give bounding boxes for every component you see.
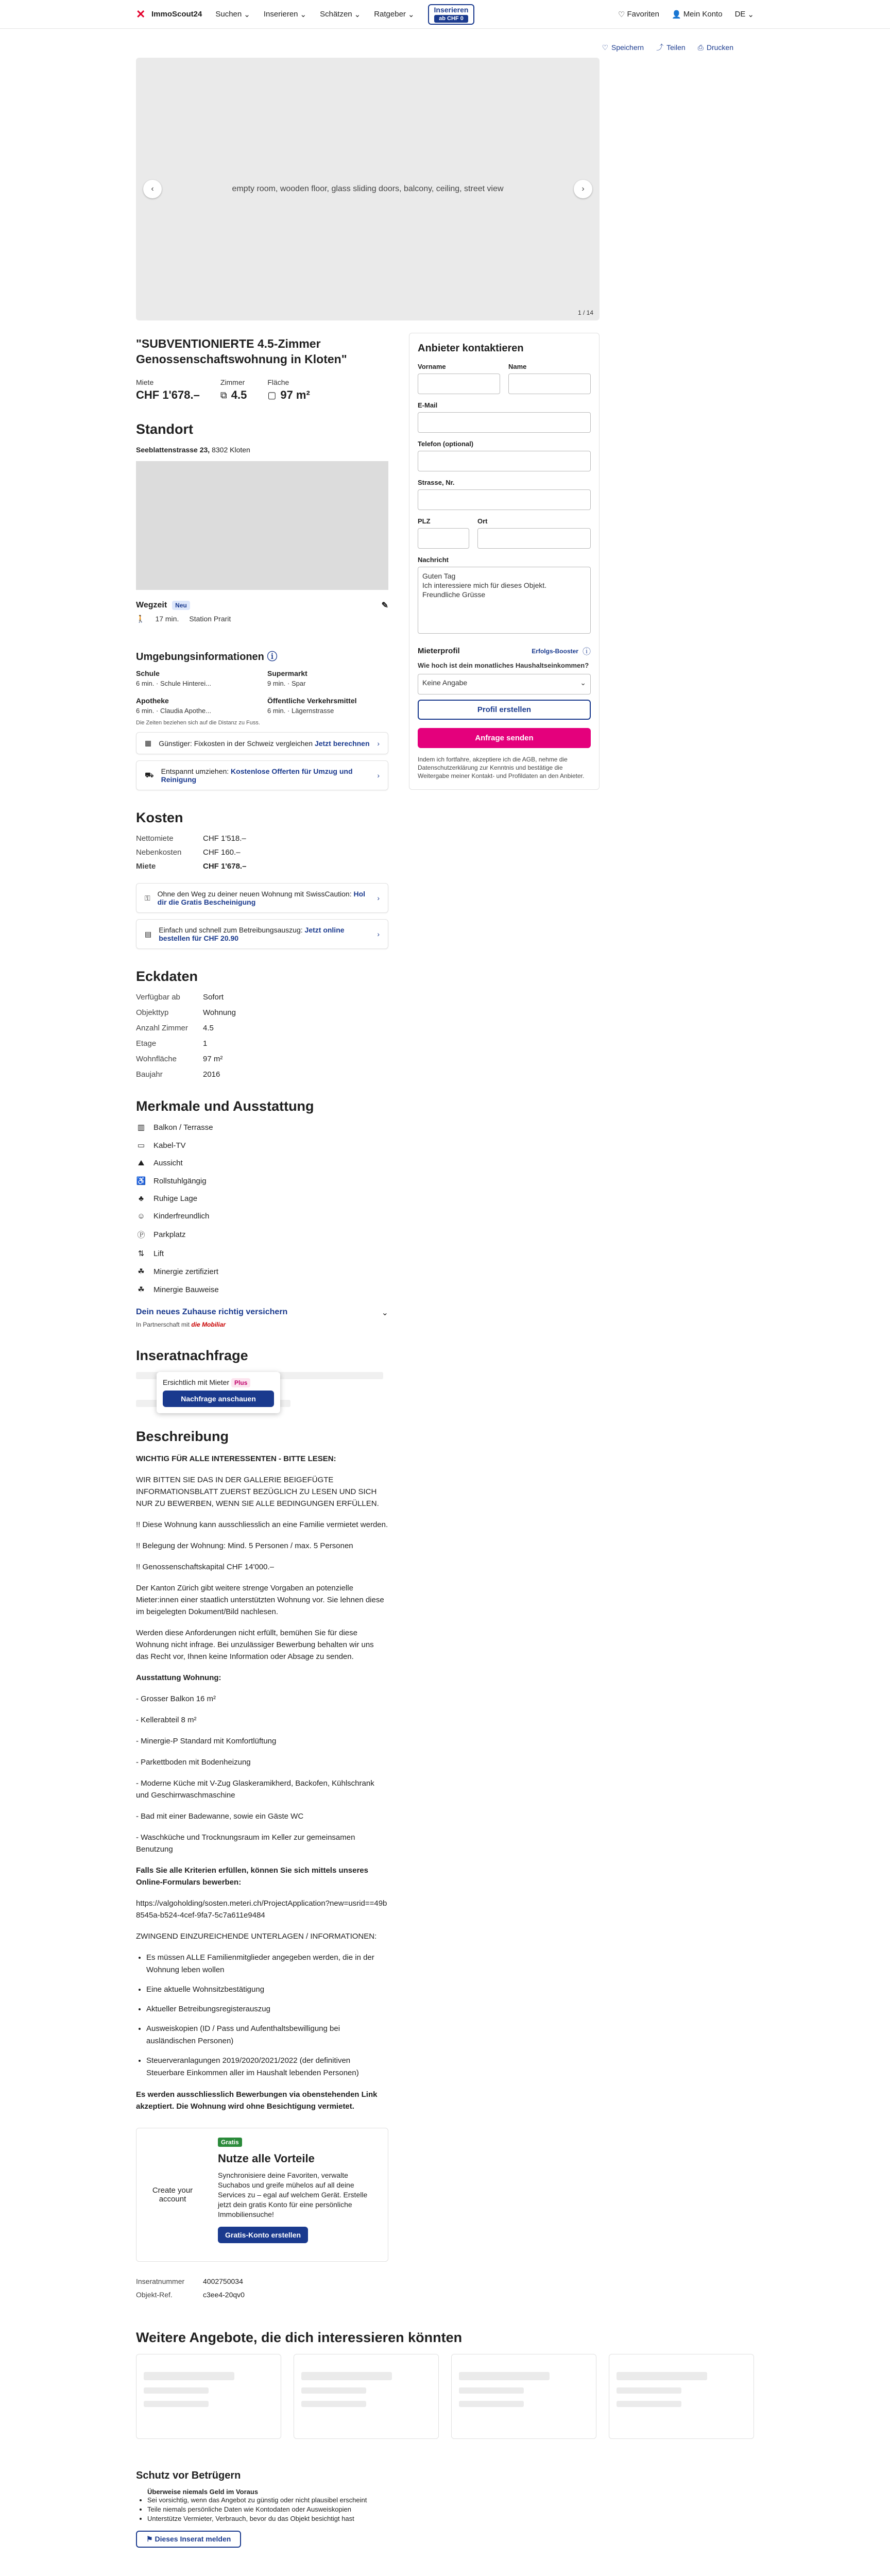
feature-item: ♿ Rollstuhlgängig (136, 1176, 207, 1185)
similar-offers (136, 2354, 754, 2439)
fraud-list: • Sei vorsichtig, wenn das Angebot zu günstig oder nicht plausibel erscheint • Teile niemals persönliche Daten wie Kontodaten oder Ausweiskopien • Unterstütze Vermieter, Verbrauch, bevor du das Objekt besichtigt hast (147, 2496, 754, 2523)
listing-actions (136, 29, 754, 58)
info-icon[interactable]: ⓘ (267, 651, 278, 663)
leaf-icon: ☘ (138, 1267, 145, 1276)
parking-icon: Ⓟ (137, 1231, 145, 1240)
moving-link[interactable]: Kostenlose Offerten für Umzug und Reinigung (161, 767, 353, 784)
walk-icon: 🚶 (136, 615, 145, 623)
language-select[interactable]: DE ⌄ (734, 10, 754, 19)
image-gallery[interactable] (136, 58, 600, 320)
chevron-right-icon: › (377, 771, 380, 779)
nav-inserieren[interactable]: Inserieren ⌄ (263, 10, 307, 19)
fraud-lead: Überweise niemals Geld im Voraus (147, 2488, 259, 2496)
wegzeit-row: 🚶 17 min. Station Prarit (136, 615, 231, 623)
section-beschreibung: Beschreibung (136, 1429, 229, 1444)
truck-icon: ⛟ (145, 770, 154, 779)
benefits-card (136, 2128, 388, 2262)
lastname-field[interactable] (508, 374, 591, 394)
contact-form: Anbieter kontaktieren Vorname Name E-Mail Telefon (optional) Strasse, Nr. PLZ Ort Nachricht Guten Tag Ich interessiere mich für dieses Objekt. Freundliche Grüsse Mieterprofil Erfolgs-Booster ⓘ Wie hoch ist dein monatliches Haushaltseinkommen? Keine Angabe ⌄ Profil erstellen Anfrage senden Indem ich fortfahre, akzeptiere ich die AGB, nehme die Datenschutzerklärung zur Kenntnis und bestätige die Weitergabe meiner Kontakt- und Profildaten an den Anbieter. (409, 333, 600, 790)
benefits-left: Create your account (152, 2186, 193, 2204)
listing-title: "SUBVENTIONIERTE 4.5-Zimmer Genossenschaftswohnung in Kloten" (136, 337, 347, 366)
offer-card[interactable] (136, 2354, 281, 2439)
main-column (136, 333, 388, 2299)
flag-icon: ⚑ (146, 2535, 153, 2543)
benefits-text: Synchronisiere deine Favoriten, verwalte Suchabos und greife mühelos auf all deine Services zu – egal auf welchem Gerät. Erstelle jetzt dein gratis Konto für eine persönliche Immobiliensuche! (218, 2171, 368, 2218)
firstname-field[interactable] (418, 374, 500, 394)
report-listing-button[interactable]: ⚑ Dieses Inserat melden (136, 2531, 241, 2548)
key-icon: ⚿ (145, 893, 150, 902)
logo-icon: ✕ (136, 7, 146, 21)
save-button[interactable]: ♡ Speichern (602, 43, 644, 52)
section-kosten: Kosten (136, 810, 183, 825)
email-field[interactable] (418, 412, 591, 433)
eckdaten-table: Verfügbar ab Sofort Objekttyp Wohnung Anzahl Zimmer 4.5 Etage 1 Wohnfläche 97 m² Baujahr 2016 (136, 993, 236, 1079)
fixkosten-card[interactable]: ▦ Günstiger: Fixkosten in der Schweiz vergleichen Jetzt berechnen › (136, 732, 388, 754)
income-select[interactable]: Keine Angabe ⌄ (418, 674, 591, 694)
section-eckdaten: Eckdaten (136, 969, 198, 984)
feature-item: ▥ Balkon / Terrasse (136, 1123, 388, 1132)
location-map[interactable] (136, 461, 388, 590)
printer-icon: ⎙ (697, 43, 704, 52)
demand-popup (157, 1372, 280, 1413)
nav-schaetzen[interactable]: Schätzen ⌄ (320, 10, 361, 19)
feature-item: ⇅ Lift (136, 1249, 388, 1258)
insert-price-badge: ab CHF 0 (434, 15, 469, 23)
print-button[interactable]: ⎙ Drucken (697, 43, 733, 52)
income-question: Wie hoch ist dein monatliches Haushaltseinkommen? (418, 662, 589, 669)
plus-badge: Plus (231, 1378, 250, 1387)
view-icon: ⛰ (138, 1159, 145, 1167)
demand-popup-text: Ersichtlich mit Mieter Plus (163, 1378, 274, 1386)
insurance-partner: In Partnerschaft mit die Mobiliar (136, 1321, 226, 1328)
section-nachfrage: Inseratnachfrage (136, 1348, 248, 1363)
feature-item: ♣ Ruhige Lage (136, 1194, 388, 1203)
contact-legal: Indem ich fortfahre, akzeptiere ich die AGB, nehme die Datenschutzerklärung zur Kenntnis und bestätige die Weitergabe meiner Kontakt- und Profildaten an den Anbieter. (418, 756, 585, 779)
costs-table: Nettomiete CHF 1'518.– Nebenkosten CHF 160.– Miete CHF 1'678.– (136, 834, 247, 871)
swisscaution-link[interactable]: Hol dir die Gratis Bescheinigung (157, 890, 366, 906)
area-icon: ▢ (267, 389, 277, 400)
account-link[interactable]: 👤 Mein Konto (672, 10, 723, 19)
door-icon: ⧉ (220, 389, 227, 400)
environment-grid (136, 669, 388, 715)
env-item: Supermarkt 9 min. · Spar (267, 669, 307, 687)
offer-card[interactable] (294, 2354, 439, 2439)
share-button[interactable]: ⤴ Teilen (656, 43, 686, 52)
address: Seeblattenstrasse 23, 8302 Kloten (136, 446, 250, 454)
street-field[interactable] (418, 489, 591, 510)
betreibung-card[interactable]: ▤ Einfach und schnell zum Betreibungsauszug: Jetzt online bestellen für CHF 20.90 › (136, 919, 388, 949)
chevron-down-icon: ⌄ (300, 10, 307, 19)
offer-card[interactable] (451, 2354, 596, 2439)
env-item: Öffentliche Verkehrsmittel 6 min. · Lägernstrasse (267, 697, 357, 715)
calculator-icon: ▦ (145, 739, 152, 747)
city-field[interactable] (477, 528, 591, 549)
create-profile-button[interactable]: Profil erstellen (418, 700, 591, 720)
chevron-left-icon[interactable]: ‹ (143, 180, 162, 198)
feature-item: ☘ Minergie Bauweise (136, 1285, 388, 1294)
mobiliar-logo: die Mobiliar (191, 1321, 226, 1328)
moving-card[interactable]: ⛟ Entspannt umziehen: Kostenlose Offerten für Umzug und Reinigung › (136, 760, 388, 790)
chevron-down-icon[interactable]: ⌄ (381, 1309, 388, 1317)
feature-item: ☺ Kinderfreundlich (136, 1212, 388, 1221)
phone-field[interactable] (418, 451, 591, 471)
section-merkmale: Merkmale und Ausstattung (136, 1098, 314, 1114)
tv-icon: ▭ (137, 1141, 145, 1150)
betreibung-link[interactable]: Jetzt online bestellen für CHF 20.90 (159, 926, 345, 942)
fixkosten-link[interactable]: Jetzt berechnen (314, 739, 370, 748)
heart-icon: ♡ (618, 10, 625, 19)
section-schutz: Schutz vor Betrügern (136, 2470, 241, 2481)
requirements-list: • Es müssen ALLE Familienmitglieder angegeben werden, die in der Wohnung leben wollen • Eine aktuelle Wohnsitzbestätigung • Aktueller Betreibungsregisterauszug • Ausweiskopien (ID / Pass und Aufenthaltsbewilligung bei ausländischen Personen) • Steuerveranlagungen 2019/2020/2021/2022 (der definitiven Steuerbare Einkommen aller im Haushalt lebenden Personen) (146, 1952, 388, 2079)
listing-ids: Inseratnummer 4002750034 Objekt-Ref. c3ee4-20qv0 (136, 2277, 245, 2299)
benefits-title: Nutze alle Vorteile (218, 2152, 315, 2165)
umgebung-heading: Umgebungsinformationen ⓘ (136, 651, 278, 663)
feature-item: ⛰ Aussicht (136, 1159, 388, 1167)
demand-area (136, 1372, 388, 1418)
section-weitere: Weitere Angebote, die dich interessieren könnten (136, 2330, 463, 2345)
feature-item: Ⓟ Parkplatz (136, 1229, 388, 1240)
fact-rent: Miete CHF 1'678.– (136, 378, 200, 401)
feature-item: ▭ Kabel-TV (136, 1141, 388, 1150)
share-icon: ⤴ (656, 43, 664, 52)
heart-icon: ♡ (602, 43, 609, 52)
insert-button[interactable]: Inserieren ab CHF 0 (428, 4, 475, 25)
demand-button[interactable]: Nachfrage anschauen (163, 1391, 274, 1407)
chevron-down-icon: ⌄ (354, 10, 361, 19)
lift-icon: ⇅ (138, 1249, 145, 1258)
tenant-profile-header: Mieterprofil Erfolgs-Booster ⓘ (418, 645, 591, 657)
document-icon: ▤ (145, 929, 152, 938)
top-header (0, 0, 890, 29)
favorites-link[interactable]: ♡ Favoriten (618, 10, 659, 19)
chevron-down-icon: ⌄ (747, 10, 754, 19)
description: WICHTIG FÜR ALLE INTERESSENTEN - BITTE LESEN: WIR BITTEN SIE DAS IN DER GALLERIE BEIGEFÜGTE INFORMATIONSBLATT ZUERST BEZÜGLICH ZU LESEN UND SICH NUR ZU BEWERBEN, WENN SIE ALLE BEDINGUNGEN ERFÜLLEN. !! Diese Wohnung kann ausschliesslich an eine Familie vermietet werden. !! Belegung der Wohnung: Mind. 5 Personen / max. 5 Personen !! Genossenschaftskapital CHF 14'000.– Der Kanton Zürich gibt weitere strenge Vorgaben an potenzielle Mieter:innen einer staatlich unterstützten Wohnung vor. Sie lehnen diese im beigelegten Dokument/Bild nachlesen. Werden diese Anforderungen nicht erfüllt, bemühen Sie für diese Wohnung nicht infrage. Bei unzulässiger Bewerbung behalten wir uns das Recht vor, Ihnen keine Information oder Absage zu senden. Ausstattung Wohnung: - Grosser Balkon 16 m² - Kellerabteil 8 m² - Minergie-P Standard mit Komfortlüftung - Parkettboden mit Bodenheizung - Moderne Küche mit V-Zug Glaskeramikherd, Backofen, Kühlschrank und Geschirrwaschmaschine - Bad mit einer Badewanne, sowie ein Gäste WC - Waschküche und Trocknungsraum im Keller zur gemeinsamen Benutzung Falls Sie alle Kriterien erfüllen, können Sie sich mittels unseres Online-Formulars bewerben: https://valgoholding/sosten.meteri.ch/ProjectApplication?new=usrid==49b8545a-b524-4cef-9fa7-5c7a611e9484 ZWINGEND EINZUREICHENDE UNTERLAGEN / INFORMATIONEN: • Es müssen ALLE Familienmitglieder angegeben werden, die in der Wohnung leben wollen • Eine aktuelle Wohnsitzbestätigung • Aktueller Betreibungsregisterauszug • Ausweiskopien (ID / Pass und Aufenthaltsbewilligung bei ausländischen Personen) • Steuerveranlagungen 2019/2020/2021/2022 (der definitiven Steuerbare Einkommen aller im Haushalt lebenden Personen) Es werden ausschliesslich Bewerbungen via obenstehenden Link akzeptiert. Die Wohnung wird ohne Besichtigung vermietet. (136, 1453, 388, 2112)
send-request-button[interactable]: Anfrage senden (418, 728, 591, 748)
logo-text: ImmoScout24 (151, 10, 202, 19)
new-badge: Neu (172, 601, 190, 610)
application-link[interactable]: https://valgoholding/sosten.meteri.ch/ProjectApplication?new=usrid==49b8545a-b524-4cef-9fa7-5c7a611e9484 (136, 1899, 387, 1920)
offer-card[interactable] (609, 2354, 754, 2439)
chevron-right-icon[interactable]: › (574, 180, 592, 198)
sidebar (409, 333, 600, 2299)
create-account-button[interactable]: Gratis-Konto erstellen (218, 2227, 308, 2243)
tree-icon: ♣ (139, 1194, 144, 1203)
insurance-row[interactable] (136, 1308, 388, 1318)
env-item: Apotheke 6 min. · Claudia Apothe... (136, 697, 211, 715)
chevron-right-icon: › (377, 930, 380, 938)
fact-rooms: Zimmer ⧉ 4.5 (220, 378, 247, 401)
section-standort: Standort (136, 421, 193, 437)
chevron-down-icon: ⌄ (407, 10, 415, 19)
info-icon[interactable]: ⓘ (582, 648, 591, 656)
page-content (136, 29, 754, 2576)
booster-link[interactable]: Erfolgs-Booster (532, 647, 578, 655)
zip-field[interactable] (418, 528, 469, 549)
nav-ratgeber[interactable]: Ratgeber ⌄ (374, 10, 415, 19)
leaf-icon: ☘ (138, 1285, 145, 1294)
chevron-right-icon: › (377, 894, 380, 902)
insurance-link[interactable]: Dein neues Zuhause richtig versichern (136, 1308, 288, 1316)
contact-heading: Anbieter kontaktieren (418, 343, 524, 354)
chevron-right-icon: › (377, 739, 380, 748)
fact-area: Fläche ▢ 97 m² (267, 378, 310, 401)
feature-item: ☘ Minergie zertifiziert (136, 1267, 388, 1276)
key-facts (136, 378, 388, 402)
env-item: Schule 6 min. · Schule Hinterei... (136, 669, 211, 687)
chevron-down-icon: ⌄ (580, 679, 586, 687)
gallery-image-alt: empty room, wooden floor, glass sliding doors, balcony, ceiling, street view (232, 184, 504, 193)
child-icon: ☺ (137, 1212, 145, 1221)
balcony-icon: ▥ (137, 1123, 145, 1132)
user-icon: 👤 (672, 10, 681, 19)
swisscaution-card[interactable]: ⚿ Ohne den Weg zu deiner neuen Wohnung mit SwissCaution: Hol dir die Gratis Bescheinigung › (136, 883, 388, 913)
chevron-down-icon: ⌄ (244, 10, 250, 19)
features-list (136, 1123, 388, 1294)
logo[interactable] (136, 9, 202, 20)
gratis-badge: Gratis (218, 2138, 242, 2147)
message-field[interactable]: Guten Tag Ich interessiere mich für dieses Objekt. Freundliche Grüsse (418, 567, 591, 634)
wheelchair-icon: ♿ (136, 1177, 146, 1185)
pencil-icon[interactable]: ✎ (381, 601, 388, 610)
environment-note: Die Zeiten beziehen sich auf die Distanz zu Fuss. (136, 720, 260, 726)
nav-suchen[interactable]: Suchen ⌄ (215, 10, 250, 19)
gallery-counter: 1 / 14 (577, 309, 593, 316)
wegzeit-header: Wegzeit Neu ✎ (136, 601, 388, 610)
